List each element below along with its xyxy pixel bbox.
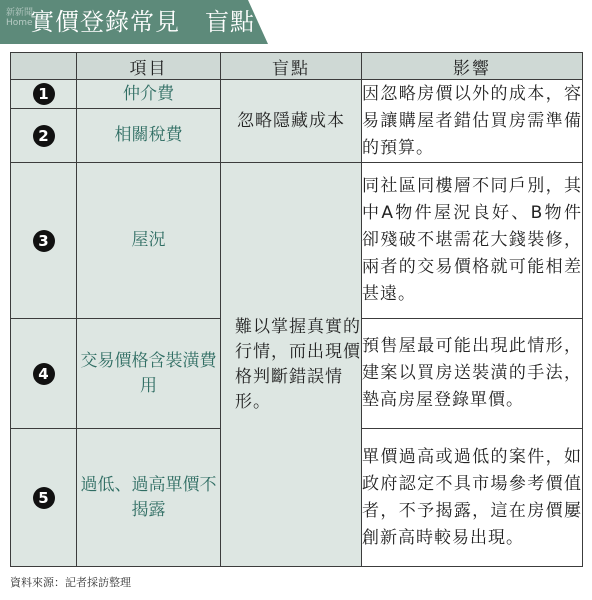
row-number-cell [11,319,77,429]
number-badge-1: 1 [33,83,55,105]
effect-cell: 因忽略房價以外的成本，容易讓購屋者錯估買房需準備的預算。 [362,80,583,163]
effect-cell: 同社區同樓層不同戶別，其中A物件屋況良好、B物件卻殘破不堪需花大錢裝修，兩者的交易價格就可能相差甚遠。 [362,163,583,319]
logo: 新新聞 Home [6,8,34,28]
number-badge-5: 5 [33,487,55,509]
page-title: 實價登錄常見 盲點 [30,8,255,36]
blind-spots-table [10,52,583,567]
row-number-cell [11,80,77,109]
header-item: 項目 [77,53,221,80]
source-note: 資料來源：記者採訪整理 [10,576,131,589]
effect-cell: 單價過高或過低的案件，如政府認定不具市場參考價值者，不予揭露，這在房價屢創新高時較易出現。 [362,429,583,567]
header-blind-spot: 盲點 [221,53,362,80]
table-header-row [11,53,583,80]
effect-cell: 預售屋最可能出現此情形，建案以買房送裝潢的手法，墊高房屋登錄單價。 [362,319,583,429]
item-cell: 相關稅費 [77,109,221,163]
blind-spot-cell: 忽略隱藏成本 [221,80,362,163]
number-badge-3: 3 [33,230,55,252]
number-badge-2: 2 [33,125,55,147]
table-row [11,80,583,109]
item-cell: 仲介費 [77,80,221,109]
blind-spot-cell: 難以掌握真實的行情，而出現價格判斷錯誤情形。 [221,163,362,567]
row-number-cell [11,429,77,567]
item-cell: 過低、過高單價不揭露 [77,429,221,567]
number-badge-4: 4 [33,363,55,385]
row-number-cell [11,109,77,163]
header-effect: 影響 [362,53,583,80]
row-number-cell [11,163,77,319]
table-row [11,163,583,319]
item-cell: 屋況 [77,163,221,319]
item-cell: 交易價格含裝潢費用 [77,319,221,429]
header-number [11,53,77,80]
